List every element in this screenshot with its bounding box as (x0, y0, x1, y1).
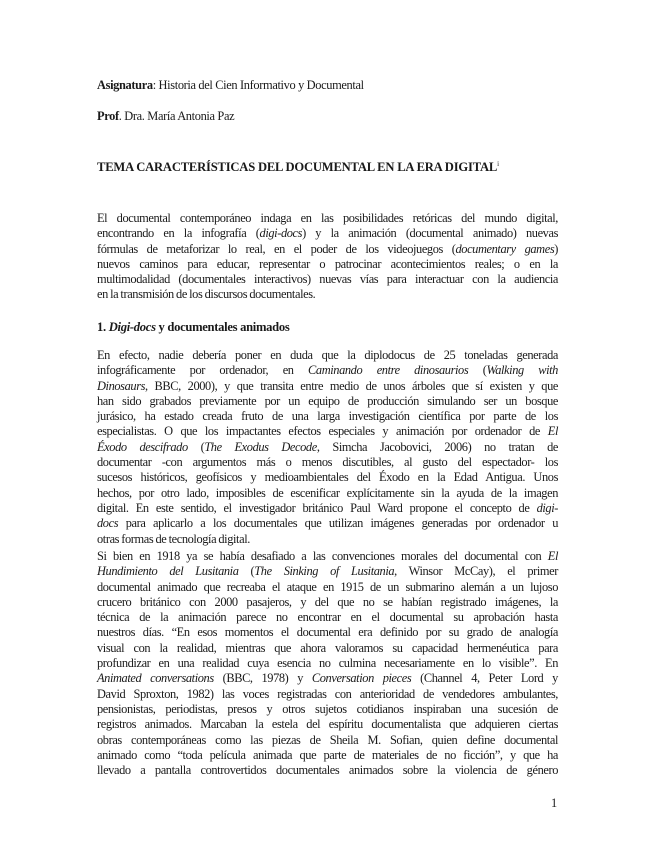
text-line: en la transmisión de los discursos documentales. (97, 287, 316, 302)
professor-value: . Dra. María Antonia Paz (118, 109, 235, 123)
text-line: David Sproxton, 1982) las voces registradas con anterioridad de vendedores ambulantes, (97, 686, 558, 701)
document-title (97, 160, 499, 175)
text-line: pensionistas, periodistas, presos y otros sujetos cotidianos inspiraban una sucesión de (97, 701, 558, 716)
intro-paragraph (97, 211, 558, 303)
page-number: 1 (551, 796, 558, 810)
text-line: Éxodo descifrado (The Exodus Decode, Simcha Jacobovici, 2006) no tratan de (97, 439, 558, 454)
text-line: llevado a pantalla controvertidos documentales animados sobre la violencia de género (97, 763, 558, 778)
title-text: TEMA CARACTERÍSTICAS DEL DOCUMENTAL EN LA ERA DIGITAL (97, 160, 498, 175)
subject-line (97, 78, 364, 93)
text-line: técnica de la animación parece no encontrar en el documental su aprobación hasta (97, 610, 558, 625)
text-line: fórmulas de metaforizar lo real, en el poder de los videojuegos (documentary games) (97, 241, 558, 256)
text-line: documental animado que recreaba el ataque en 1915 de un submarino alemán a un lujoso (97, 579, 558, 594)
text-line: El documental contemporáneo indaga en las posibilidades retóricas del mundo digital, (97, 211, 558, 225)
text-line: nuevos caminos para educar, representar o patrocinar acontecimientos reales; o en la (97, 256, 558, 271)
text-line: crucero británico con 2000 pasajeros, y del que no se habían registrado imágenes, la (97, 594, 558, 609)
text-line: Animated conversations (BBC, 1978) y Conversation pieces (Channel 4, Peter Lord y (97, 671, 558, 686)
text-line: nuestros días. “En esos momentos el documental era definido por su grado de analogía (97, 625, 558, 640)
text-line: Dinosaurs, BBC, 2000), y que transita entre medio de unos árboles que sí existen y que (97, 378, 558, 393)
text-line: otras formas de tecnología digital. (97, 531, 250, 546)
paragraph-2 (97, 549, 558, 778)
text-line: profundizar en una realidad cuya esencia no culmina necesariamente en lo visible”. En (97, 656, 558, 671)
text-line: multimodalidad (documentales interactivos) nuevas vías para interactuar con la audiencia (97, 272, 558, 287)
text-line: Si bien en 1918 ya se había desafiado a las convenciones morales del documental con El (97, 549, 558, 563)
text-line: En efecto, nadie debería poner en duda que la diplodocus de 25 toneladas generada (97, 348, 558, 362)
section-heading: 1. Digi-docs y documentales animados (97, 320, 290, 334)
text-line: docs para aplicarlo a los documentales que utilizan imágenes generadas por ordenador u (97, 516, 558, 531)
subject-label: Asignatura (97, 78, 153, 92)
professor-label: Prof (97, 109, 119, 123)
text-line: animado como “toda película animada que parte de materiales de no ficción”, y que ha (97, 747, 558, 762)
paragraph-1 (97, 348, 558, 547)
text-line: encontrando en la infografía (digi-docs) y la animación (documental animado) nuevas (97, 226, 558, 241)
text-line: obras contemporáneas como las piezas de Sheila M. Sofian, quien define documental (97, 732, 558, 747)
title-footnote-marker[interactable]: i (497, 160, 499, 168)
professor-line (97, 109, 234, 124)
text-line: registros animados. Marcaban la estela del espíritu documentalista que adquieren ciertas (97, 717, 558, 732)
text-line: especialistas. O que los impactantes efectos especiales y animación por ordenador de El (97, 424, 558, 439)
text-line: jurásico, ha estado creada fruto de una larga investigación científica por parte de los (97, 409, 558, 424)
text-line: visual con la realidad, mientras que ahora valoramos su capacidad hermenéutica para (97, 640, 558, 655)
text-line: han sido grabados previamente por un equipo de producción simulando ser un bosque (97, 393, 558, 408)
text-line: documentar -con argumentos más o menos discutibles, al gusto del espectador- los (97, 455, 558, 470)
subject-value: : Historia del Cien Informativo y Documental (152, 78, 364, 92)
text-line: digital. En este sentido, el investigador británico Paul Ward propone el concepto de digi- (97, 500, 558, 515)
text-line: hechos, por otro lado, imposibles de escenificar explícitamente sin la ayuda de la imagen (97, 485, 558, 500)
text-line: sucesos históricos, geofísicos y medioambientales del Éxodo en la Edad Antigua. Unos (97, 470, 558, 485)
text-line: Hundimiento del Lusitania (The Sinking of Lusitania, Winsor McCay), el primer (97, 564, 558, 579)
text-line: infográficamente por ordenador, en Caminando entre dinosaurios (Walking with (97, 363, 558, 378)
